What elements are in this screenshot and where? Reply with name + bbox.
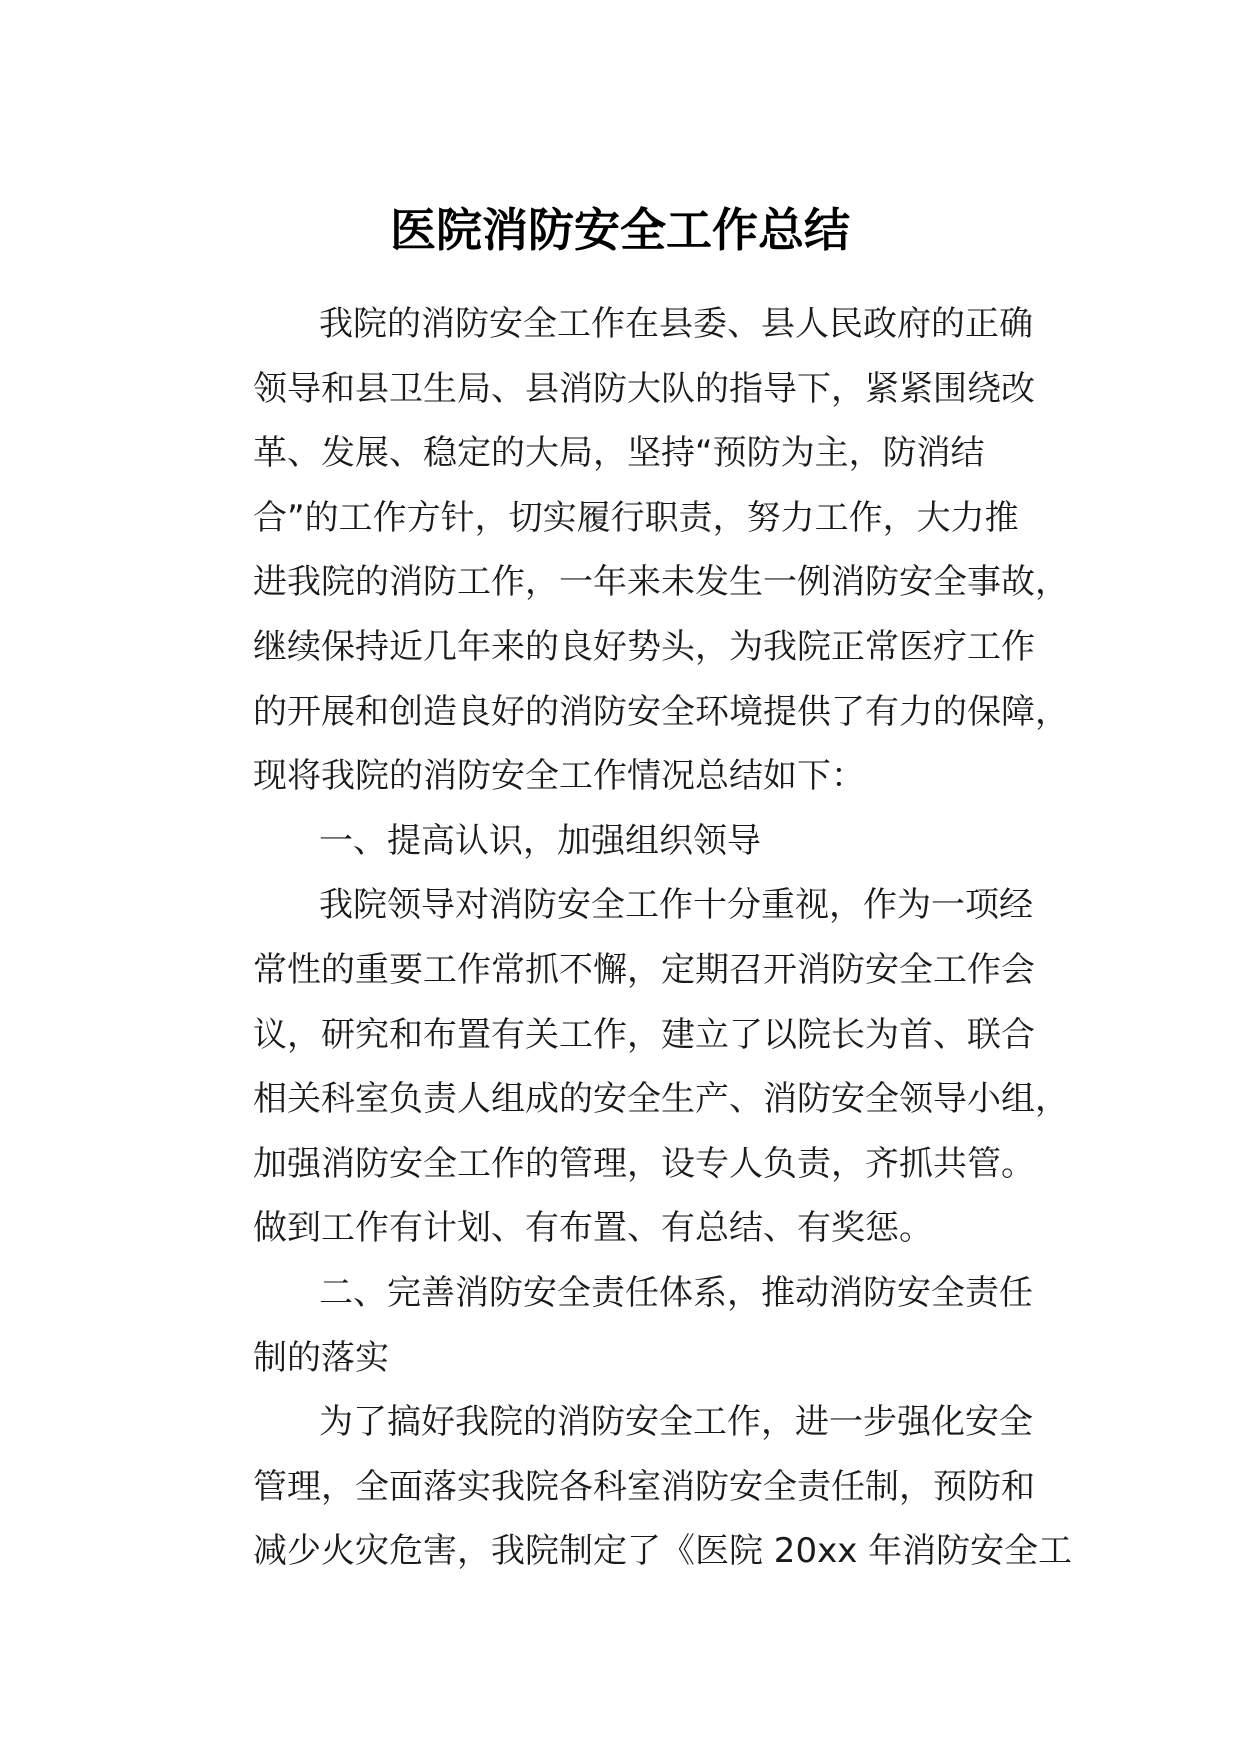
- paragraph-line: 的开展和创造良好的消防安全环境提供了有力的保障，: [253, 691, 1069, 732]
- paragraph-line: 加强消防安全工作的管理，设专人负责，齐抓共管。: [253, 1143, 1035, 1184]
- paragraph-line: 革、发展、稳定的大局，坚持“预防为主，防消结: [253, 433, 985, 474]
- document-body: [253, 292, 1073, 1584]
- paragraph-line: 为了搞好我院的消防安全工作，进一步强化安全: [319, 1402, 1033, 1443]
- paragraph-line: 议，研究和布置有关工作，建立了以院长为首、联合: [253, 1014, 1035, 1055]
- paragraph-line: 领导和县卫生局、县消防大队的指导下，紧紧围绕改: [253, 368, 1035, 409]
- document-title: 医院消防安全工作总结: [390, 203, 850, 257]
- paragraph-line: 相关科室负责人组成的安全生产、消防安全领导小组，: [253, 1079, 1069, 1120]
- paragraph-line: 常性的重要工作常抓不懈，定期召开消防安全工作会: [253, 949, 1035, 990]
- paragraph-line: 我院领导对消防安全工作十分重视，作为一项经: [319, 885, 1033, 926]
- paragraph-line: 继续保持近几年来的良好势头，为我院正常医疗工作: [253, 626, 1035, 667]
- paragraph-line: 做到工作有计划、有布置、有总结、有奖惩。: [253, 1208, 933, 1249]
- paragraph-line: 减少火灾危害，我院制定了《医院 20xx 年消防安全工: [253, 1531, 1073, 1572]
- section-heading-continued: 制的落实: [253, 1337, 389, 1378]
- section-heading: 二、完善消防安全责任体系，推动消防安全责任: [319, 1272, 1033, 1313]
- paragraph-line: 合”的工作方针，切实履行职责，努力工作，大力推: [253, 497, 1019, 538]
- paragraph-line: 进我院的消防工作，一年来未发生一例消防安全事故，: [253, 562, 1069, 603]
- paragraph-line: 管理，全面落实我院各科室消防安全责任制，预防和: [253, 1466, 1035, 1507]
- section-heading: 一、提高认识，加强组织领导: [319, 820, 761, 861]
- paragraph-line: 我院的消防安全工作在县委、县人民政府的正确: [319, 304, 1033, 344]
- paragraph-line: 现将我院的消防安全工作情况总结如下：: [253, 756, 865, 797]
